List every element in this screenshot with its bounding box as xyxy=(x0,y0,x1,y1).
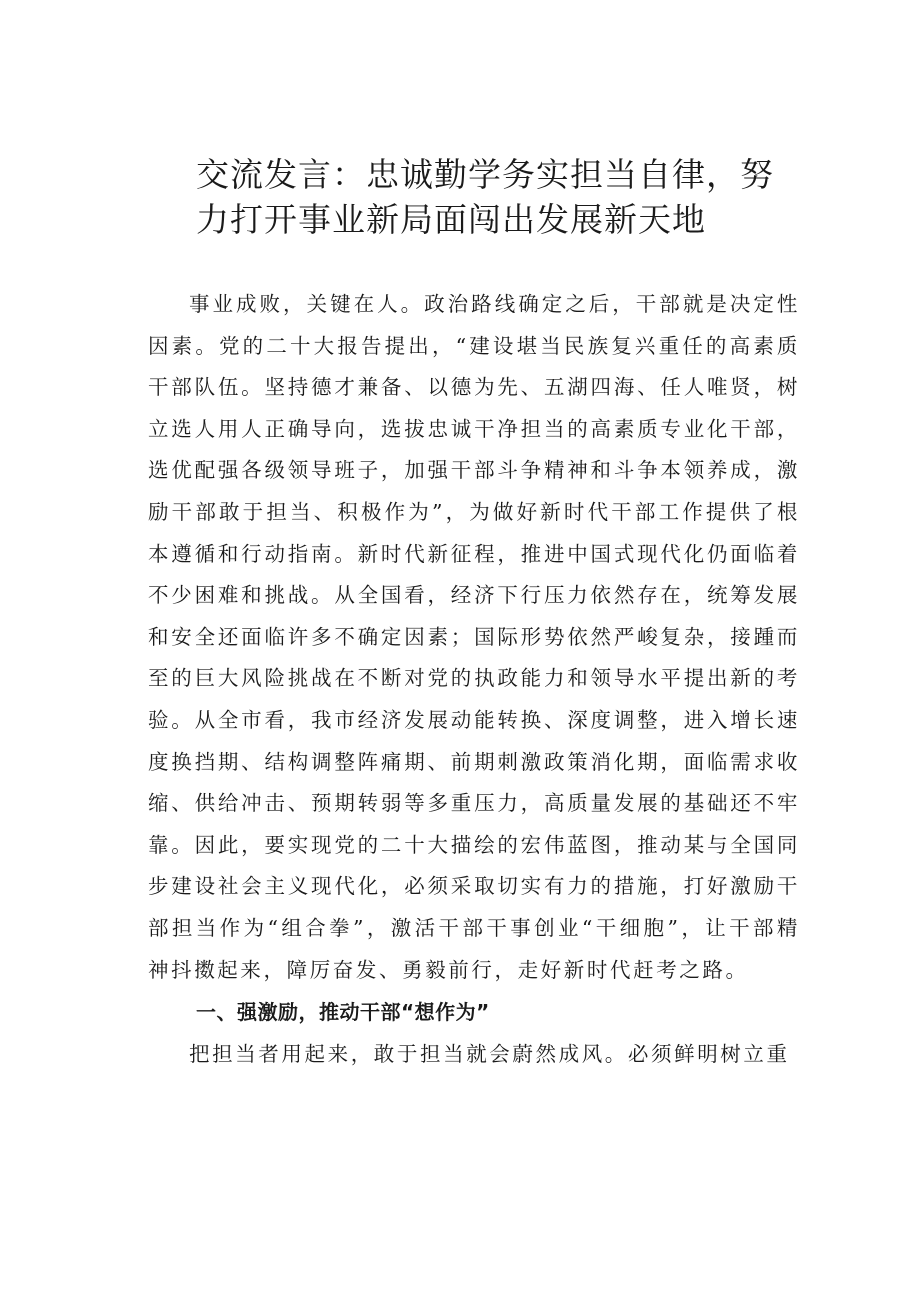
intro-paragraph: 事业成败，关键在人。政治路线确定之后，干部就是决定性因素。党的二十大报告提出，“建设堪当民族复兴重任的高素质干部队伍。坚持德才兼备、以德为先、五湖四海、任人唯贤，树立选人用人正确导向，选拔忠诚干净担当的高素质专业化干部，选优配强各级领导班子，加强干部斗争精神和斗争本领养成，激励干部敢于担当、积极作为”，为做好新时代干部工作提供了根本遵循和行动指南。新时代新征程，推进中国式现代化仍面临着不少困难和挑战。从全国看，经济下行压力依然存在，统筹发展和安全还面临许多不确定因素；国际形势依然严峻复杂，接踵而至的巨大风险挑战在不断对党的执政能力和领导水平提出新的考验。从全市看，我市经济发展动能转换、深度调整，进入增长速度换挡期、结构调整阵痛期、前期刺激政策消化期，面临需求收缩、供给冲击、预期转弱等多重压力，高质量发展的基础还不牢靠。因此，要实现党的二十大描绘的宏伟蓝图，推动某与全国同步建设社会主义现代化，必须采取切实有力的措施，打好激励干部担当作为“组合拳”，激活干部干事创业“干细胞”，让干部精神抖擞起来，障厉奋发、勇毅前行，走好新时代赶考之路。 xyxy=(148,292,800,982)
section-heading: 一、强激励，推动干部“想作为” xyxy=(196,1000,490,1025)
document-title: 交流发言：忠诚勤学务实担当自律，努力打开事业新局面闯出发展新天地 xyxy=(196,155,774,239)
document-body xyxy=(148,284,800,1076)
section-paragraph: 把担当者用起来，敢于担当就会蔚然成风。必须鲜明树立重 xyxy=(189,1042,790,1067)
